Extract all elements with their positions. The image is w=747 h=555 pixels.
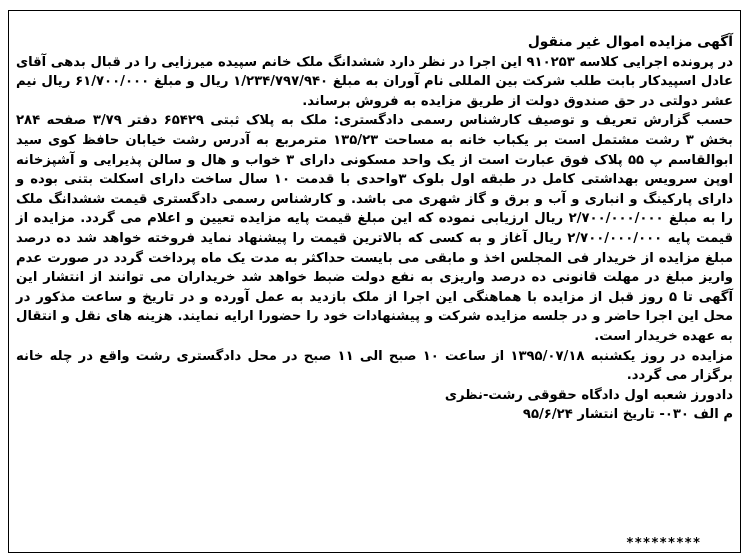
notice-signature: دادورز شعبه اول دادگاه حقوقی رشت-نظری: [444, 387, 733, 403]
notice-reference: م الف ۰۳۰- تاریخ انتشار ۹۵/۶/۲۴: [522, 407, 733, 423]
notice-paragraph-property: حسب گزارش تعریف و توصیف کارشناس رسمی دادگستری: ملک به پلاک ثبتی ۶۵۴۲۹ دفتر ۳/۷۹ صفحه ۲۸۴ بخش ۳ رشت مشتمل است بر یکباب خانه به مساحت ۱۳۵/۲۳ مترمربع به آدرس رشت خیابان حافظ کوی سید ابوالقاسم پ ۵۵ پلاک فوق عبارت است از یک واحد مسکونی دارای ۳ خواب و هال و سالن پذیرایی و آشپزخانه اوپن سرویس بهداشتی کامل در طبقه اول بلوک ۳واحدی با قدمت ۱۰ سال ساخت دارای اسکلت بتنی بوده و دارای پارکینگ و انباری و آب و برق و گاز شهری می باشد. و کارشناس رسمی دادگستری قیمت ششدانگ ملک را به مبلغ ۲/۷۰۰/۰۰۰/۰۰۰ ریال ارزیابی نموده که این مبلغ قیمت پایه مزایده تعیین و اعلام می گردد. مزایده از قیمت پایه ۲/۷۰۰/۰۰۰/۰۰۰ ریال آغاز و به کسی که بالاترین قیمت را پیشنهاد نماید فروخته خواهد شد ده درصد مبلغ مزایده از خریدار فی المجلس اخذ و مابقی می بایست حداکثر به مدت یک ماه پرداخت گردد در صورت عدم واریز مبلغ در مهلت قانونی ده درصد واریزی به نفع دولت ضبط خواهد شد خریداران می توانند از انتشار این آگهی تا ۵ روز قبل از مزایده با هماهنگی این اجرا از ملک بازدید به عمل آورده و در تاریخ و ساعت مذکور در محل این اجرا حاضر و در جلسه مزایده شرکت و پیشنهادات خود را حضورا ارایه نمایند. هزینه های نقل و انتقال به عهده خریدار است.: [16, 113, 734, 344]
signature-block: [16, 386, 733, 425]
notice-title: آگهی مزایده اموال غیر منقول: [527, 34, 733, 50]
footer-stars: *********: [626, 536, 701, 551]
notice-paragraph-schedule: مزایده در روز یکشنبه ۱۳۹۵/۰۷/۱۸ از ساعت ۱۰ صبح الی ۱۱ صبح در محل دادگستری رشت واقع در چله خانه برگزار می گردد.: [16, 348, 734, 384]
auction-notice: [8, 10, 741, 553]
notice-body: [16, 33, 733, 425]
notice-paragraph-case: در پرونده اجرایی کلاسه ۹۱۰۲۵۳ این اجرا در نظر دارد ششدانگ ملک خانم سپیده میرزایی را در قبال بدهی آقای عادل اسپیدکار بابت طلب شرکت بین المللی نام آوران به مبلغ ۱/۲۳۴/۷۹۷/۹۴۰ ریال و مبلغ ۶۱/۷۰۰/۰۰۰ ریال نیم عشر دولتی در حق صندوق دولت از طریق مزایده به فروش برساند.: [16, 54, 734, 109]
